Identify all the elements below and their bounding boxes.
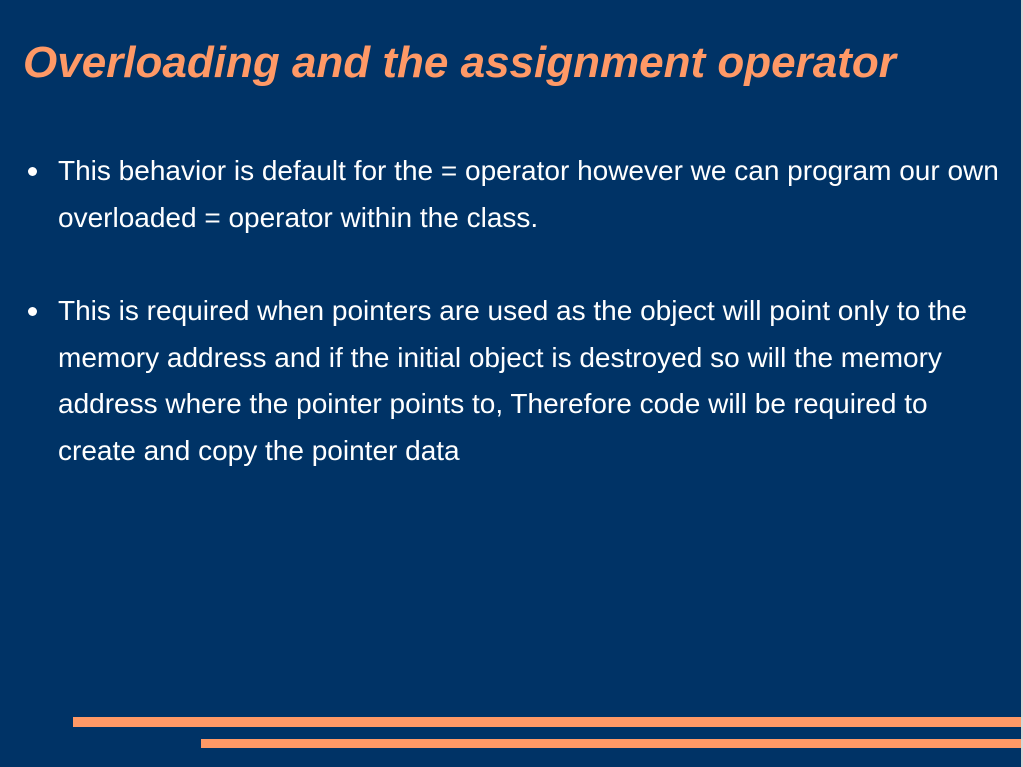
decorative-bar-top: [73, 717, 1021, 727]
bullet-text: This behavior is default for the = operator however we can program our own overloaded = operator within the class.: [58, 155, 999, 233]
decorative-bar-bottom: [201, 739, 1021, 748]
slide-title: Overloading and the assignment operator: [23, 38, 896, 87]
bullet-item: [28, 148, 1003, 241]
bullet-item: [28, 288, 1003, 474]
bullet-list: [28, 148, 1003, 521]
bullet-dot-icon: [28, 167, 37, 176]
bullet-text: This is required when pointers are used as the object will point only to the memory address and if the initial object is destroyed so will the memory address where the pointer points to, Therefore code will be required to create and copy the pointer data: [58, 295, 967, 466]
bullet-dot-icon: [28, 307, 37, 316]
